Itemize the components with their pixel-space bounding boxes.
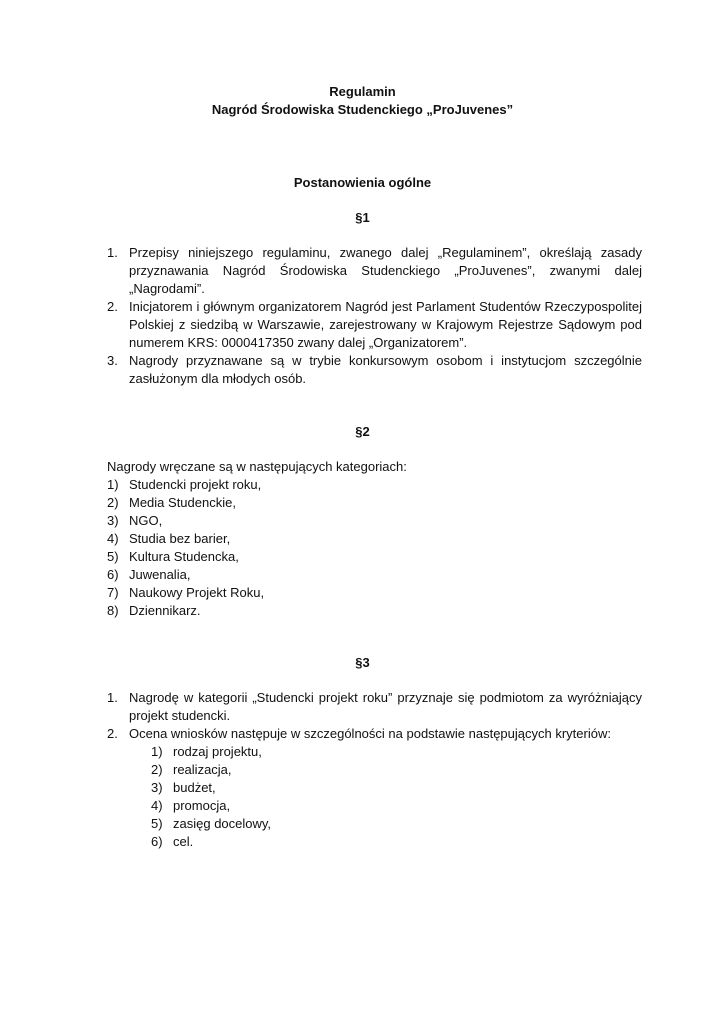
list-item — [107, 689, 642, 725]
paragraph-2-heading: §2 — [355, 424, 370, 439]
list-item — [107, 725, 642, 743]
list-item-number: 1) — [107, 477, 119, 492]
list-item-text: Kultura Studencka, — [129, 549, 239, 564]
list-item-text: Ocena wniosków następuje w szczególności na podstawie następujących kryteriów: — [129, 726, 611, 741]
list-item-number: 2. — [107, 299, 118, 314]
list-item-text: promocja, — [173, 798, 231, 813]
list-item-text: rodzaj projektu, — [173, 744, 262, 759]
list-item-number: 3) — [107, 513, 119, 528]
list-item — [107, 512, 642, 530]
list-item-text: budżet, — [173, 780, 216, 795]
list-item-number: 6) — [151, 834, 163, 849]
list-item-number: 5) — [107, 549, 119, 564]
list-item-text: Nagrody przyznawane są w trybie konkursowym osobom i instytucjom szczególnie zasłużonym dla młodych osób. — [129, 353, 642, 386]
list-item — [107, 584, 642, 602]
list-item-text: Media Studenckie, — [129, 495, 236, 510]
list-item — [107, 530, 642, 548]
list-item — [151, 833, 271, 851]
list-item-text: realizacja, — [173, 762, 232, 777]
list-item-text: cel. — [173, 834, 194, 849]
list-item-number: 2. — [107, 726, 118, 741]
list-item — [107, 476, 642, 494]
list-item — [107, 244, 642, 298]
list-item-number: 8) — [107, 603, 119, 618]
list-item-text: Nagrodę w kategorii „Studencki projekt roku” przyznaje się podmiotom za wyróżniający projekt studencki. — [129, 690, 642, 723]
list-item-text: Dziennikarz. — [129, 603, 201, 618]
paragraph-3-heading: §3 — [355, 655, 370, 670]
document-title: Regulamin — [329, 84, 396, 99]
list-item-number: 4) — [151, 798, 163, 813]
list-item-text: Inicjatorem i głównym organizatorem Nagród jest Parlament Studentów Rzeczypospolitej Polskiej z siedzibą w Warszawie, zarejestrowany w Krajowym Rejestrze Sądowym pod numerem KRS: 0000417350 zwany dalej „Organizatorem”. — [129, 299, 642, 350]
list-item — [107, 298, 642, 352]
list-item-number: 2) — [107, 495, 119, 510]
document-subtitle: Nagród Środowiska Studenckiego „ProJuvenes” — [211, 102, 514, 117]
list-item-number: 1) — [151, 744, 163, 759]
list-item-number: 7) — [107, 585, 119, 600]
criteria-list — [151, 743, 271, 851]
list-item-number: 3) — [151, 780, 163, 795]
paragraph-1-heading: §1 — [355, 210, 370, 225]
list-item — [151, 779, 271, 797]
list-item — [107, 602, 642, 620]
paragraph-2-intro: Nagrody wręczane są w następujących kategoriach: — [107, 459, 407, 474]
categories-list — [107, 476, 642, 620]
list-item-text: Studia bez barier, — [129, 531, 231, 546]
list-item-number: 1. — [107, 245, 118, 260]
list-item — [151, 761, 271, 779]
paragraph-1-list — [107, 244, 642, 388]
list-item-number: 6) — [107, 567, 119, 582]
list-item-number: 1. — [107, 690, 118, 705]
list-item-number: 3. — [107, 353, 118, 368]
paragraph-3-list — [107, 689, 642, 743]
section-heading: Postanowienia ogólne — [293, 175, 432, 190]
list-item-number: 2) — [151, 762, 163, 777]
list-item-number: 4) — [107, 531, 119, 546]
list-item — [107, 548, 642, 566]
list-item-text: NGO, — [129, 513, 163, 528]
list-item-text: zasięg docelowy, — [173, 816, 272, 831]
list-item-number: 5) — [151, 816, 163, 831]
list-item — [107, 352, 642, 388]
list-item-text: Juwenalia, — [129, 567, 191, 582]
list-item — [151, 815, 271, 833]
list-item-text: Przepisy niniejszego regulaminu, zwanego dalej „Regulaminem”, określają zasady przyznawania Nagród Środowiska Studenckiego „ProJuvenes”, zwanymi dalej „Nagrodami”. — [129, 245, 642, 296]
list-item — [107, 566, 642, 584]
list-item — [107, 494, 642, 512]
list-item — [151, 743, 271, 761]
list-item-text: Studencki projekt roku, — [129, 477, 262, 492]
list-item — [151, 797, 271, 815]
list-item-text: Naukowy Projekt Roku, — [129, 585, 265, 600]
